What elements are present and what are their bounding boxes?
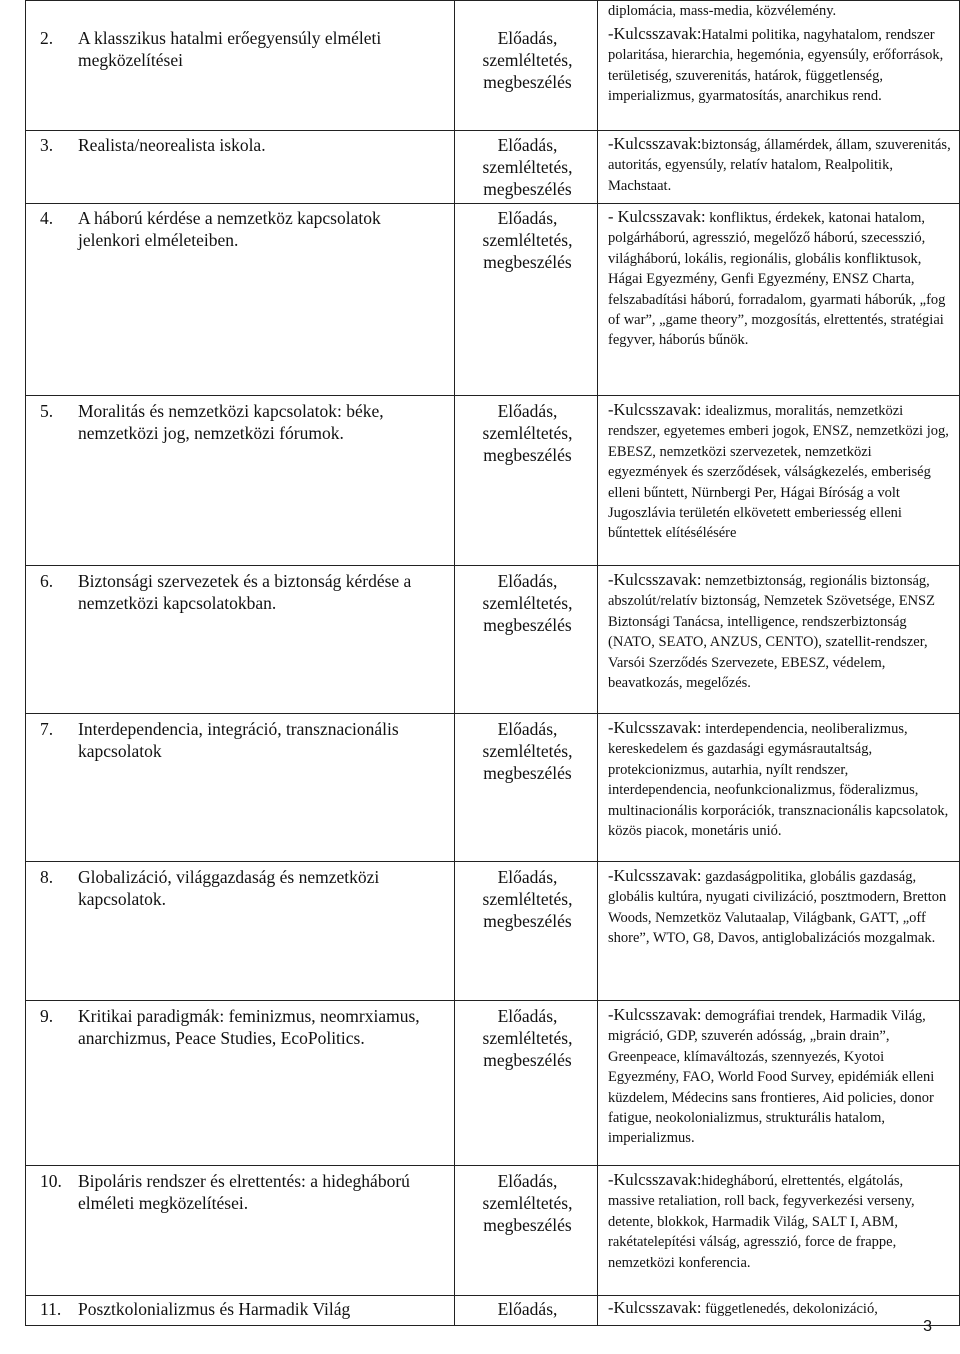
method-cell bbox=[455, 862, 598, 1001]
topic-title: Moralitás és nemzetközi kapcsolatok: béke, nemzetközi jog, nemzetközi fórumok. bbox=[78, 401, 384, 443]
method-line: megbeszélés bbox=[483, 252, 572, 272]
method-cell bbox=[455, 1001, 598, 1166]
keywords-label: -Kulcsszavak: bbox=[608, 1005, 702, 1024]
method-line: szemléltetés, bbox=[482, 1028, 573, 1048]
topic-cell bbox=[26, 566, 455, 714]
table-row bbox=[26, 1166, 960, 1296]
keywords-text: függetlenedés, dekolonizáció, bbox=[701, 1301, 878, 1317]
topic-number: 10. bbox=[40, 1171, 62, 1191]
topic-cell bbox=[26, 1, 455, 131]
topic-number: 3. bbox=[40, 135, 54, 155]
method-line: Előadás, bbox=[497, 135, 558, 155]
keywords-cell bbox=[598, 1296, 960, 1326]
continuation-text: diplomácia, mass-media, közvélemény. bbox=[608, 3, 837, 19]
method-line: szemléltetés, bbox=[482, 741, 573, 761]
method-line: megbeszélés bbox=[483, 179, 572, 199]
table-row bbox=[26, 566, 960, 714]
keywords-label: -Kulcsszavak: bbox=[608, 718, 702, 737]
topic-number: 5. bbox=[40, 401, 54, 421]
topic-cell bbox=[26, 1296, 455, 1326]
keywords-label: -Kulcsszavak: bbox=[608, 570, 702, 589]
table-row bbox=[26, 1001, 960, 1166]
topic-title: Posztkolonializmus és Harmadik Világ bbox=[78, 1299, 351, 1319]
topic-title: Globalizáció, világgazdaság és nemzetközi kapcsolatok. bbox=[78, 867, 380, 909]
method-cell bbox=[455, 204, 598, 396]
method-line: Előadás, bbox=[497, 401, 558, 421]
keywords-text: konfliktus, érdekek, katonai hatalom, polgárháború, agresszió, megelőző háború, szecesszió, világháború, lokális, regionális, globális konfliktusok, Hágai Egyezmény, Genfi Egyezmény, ENSZ Charta, felszabadítási háború, forradalom, gyarmati háborúk, „fog of war”, „game theory”, mozgosítás, elrettentés, stratégiai fegyver, háborús bűnök. bbox=[608, 210, 946, 349]
topic-number: 6. bbox=[40, 571, 54, 591]
method-line: Előadás, bbox=[497, 1171, 558, 1191]
method-line: szemléltetés, bbox=[482, 889, 573, 909]
topic-cell bbox=[26, 1166, 455, 1296]
topic-title: Kritikai paradigmák: feminizmus, neomrxiamus, anarchizmus, Peace Studies, EcoPolitics. bbox=[78, 1006, 420, 1048]
method-line: megbeszélés bbox=[483, 1050, 572, 1070]
topic-number: 11. bbox=[40, 1299, 62, 1319]
method-line: megbeszélés bbox=[483, 763, 572, 783]
method-line: megbeszélés bbox=[483, 911, 572, 931]
method-line: Előadás, bbox=[497, 867, 558, 887]
topic-cell bbox=[26, 1001, 455, 1166]
method-line: megbeszélés bbox=[483, 615, 572, 635]
keywords-cell bbox=[598, 1001, 960, 1166]
method-cell bbox=[455, 714, 598, 862]
topic-number: 4. bbox=[40, 208, 54, 228]
method-line: megbeszélés bbox=[483, 445, 572, 465]
keywords-cell bbox=[598, 566, 960, 714]
keywords-cell bbox=[598, 204, 960, 396]
keywords-text: demográfiai trendek, Harmadik Világ, migráció, GDP, szuverén adósság, „brain drain”, Greenpeace, klímaváltozás, szennyezés, Kyotoi Egyezmény, FAO, World Food Survey, epidémiák elleni küzdelem, Médecins sans frontieres, Aid policies, donor fatigue, neokolonializmus, strukturális hatalom, imperializmus. bbox=[608, 1008, 935, 1147]
keywords-cell bbox=[598, 714, 960, 862]
table-row bbox=[26, 1296, 960, 1326]
keywords-text: biztonság, államérdek, állam, szuverenitás, autoritás, egyensúly, relatív hatalom, Realpolitik, Machstaat. bbox=[608, 137, 951, 194]
method-line: szemléltetés, bbox=[482, 423, 573, 443]
keywords-label: -Kulcsszavak: bbox=[608, 1298, 702, 1317]
method-line: Előadás, bbox=[497, 1299, 558, 1319]
method-line: Előadás, bbox=[497, 719, 558, 739]
method-cell bbox=[455, 566, 598, 714]
topic-title: A háború kérdése a nemzetköz kapcsolatok jelenkori elméleteiben. bbox=[78, 208, 381, 250]
topic-cell bbox=[26, 714, 455, 862]
method-line: szemléltetés, bbox=[482, 1193, 573, 1213]
syllabus-table bbox=[25, 0, 960, 1326]
keywords-text: interdependencia, neoliberalizmus, kereskedelem és gazdasági egymásrautaltság, protekcionizmus, autarhia, nyílt rendszer, interdependencia, neofunkcionalizmus, föderalizmus, multinacionális korporációk, transznacionális kapcsolatok, közös piacok, monetáris unió. bbox=[608, 721, 949, 840]
topic-title: Biztonsági szervezetek és a biztonság kérdése a nemzetközi kapcsolatokban. bbox=[78, 571, 412, 613]
table-row bbox=[26, 862, 960, 1001]
method-line: Előadás, bbox=[497, 208, 558, 228]
keywords-text: idealizmus, moralitás, nemzetközi rendszer, egyetemes emberi jogok, ENSZ, nemzetközi jog, EBESZ, nemzetközi szervezetek, nemzetközi egyezmények és szerződések, válságkezelés, emberiség elleni bűntett, Nürnbergi Per, Hágai Bíróság a volt Jugoszlávia területén elkövetett emberiesség elleni bűntettek elítésélésére bbox=[608, 403, 949, 542]
keywords-text: hidegháború, elrettentés, elgátolás, massive retaliation, roll back, fegyverkezési verseny, detente, blokkok, Harmadik Világ, SALT I, ABM, rakétatelepítési válság, agresszió, force de frappe, nemzetközi konferencia. bbox=[608, 1173, 915, 1271]
table-row bbox=[26, 396, 960, 566]
topic-title: A klasszikus hatalmi erőegyensúly elméleti megközelítései bbox=[78, 28, 382, 70]
keywords-cell bbox=[598, 1, 960, 131]
topic-number: 7. bbox=[40, 719, 54, 739]
topic-cell bbox=[26, 204, 455, 396]
keywords-text: gazdaságpolitika, globális gazdaság, globális kultúra, nyugati civilizáció, posztmodern, Bretton Woods, Nemzetköz Valutaalap, Világbank, GATT, „off shore”, WTO, G8, Davos, antiglobalizációs mozgalmak. bbox=[608, 869, 947, 947]
keywords-cell bbox=[598, 1166, 960, 1296]
topic-cell bbox=[26, 131, 455, 204]
keywords-cell bbox=[598, 396, 960, 566]
topic-cell bbox=[26, 396, 455, 566]
topic-number: 2. bbox=[40, 28, 54, 48]
keywords-label: -Kulcsszavak: bbox=[608, 400, 702, 419]
method-line: szemléltetés, bbox=[482, 157, 573, 177]
method-cell bbox=[455, 1166, 598, 1296]
keywords-cell bbox=[598, 862, 960, 1001]
method-line: szemléltetés, bbox=[482, 50, 573, 70]
topic-title: Bipoláris rendszer és elrettentés: a hidegháború elméleti megközelítései. bbox=[78, 1171, 410, 1213]
keywords-label: -Kulcsszavak: bbox=[608, 24, 702, 43]
method-line: szemléltetés, bbox=[482, 593, 573, 613]
method-cell bbox=[455, 396, 598, 566]
keywords-label: - Kulcsszavak: bbox=[608, 207, 706, 226]
method-line: Előadás, bbox=[497, 1006, 558, 1026]
method-line: szemléltetés, bbox=[482, 230, 573, 250]
table-row bbox=[26, 204, 960, 396]
topic-number: 9. bbox=[40, 1006, 54, 1026]
topic-cell bbox=[26, 862, 455, 1001]
keywords-label: -Kulcsszavak: bbox=[608, 1170, 702, 1189]
topic-number: 8. bbox=[40, 867, 54, 887]
table-row bbox=[26, 1, 960, 131]
method-cell bbox=[455, 1296, 598, 1326]
topic-title: Interdependencia, integráció, transznacionális kapcsolatok bbox=[78, 719, 399, 761]
page-number: 3 bbox=[923, 1318, 932, 1335]
method-line: Előadás, bbox=[497, 571, 558, 591]
keywords-label: -Kulcsszavak: bbox=[608, 134, 702, 153]
method-line: megbeszélés bbox=[483, 72, 572, 92]
keywords-text: Hatalmi politika, nagyhatalom, rendszer polaritása, hierarchia, hegemónia, egyensúly, erőforrások, területiség, szuverenitás, határok, függetlenség, imperializmus, gyarmatosítás, anarchikus rend. bbox=[608, 27, 944, 105]
method-line: megbeszélés bbox=[483, 1215, 572, 1235]
keywords-label: -Kulcsszavak: bbox=[608, 866, 702, 885]
method-cell bbox=[455, 1, 598, 131]
table-row bbox=[26, 714, 960, 862]
table-row bbox=[26, 131, 960, 204]
keywords-cell bbox=[598, 131, 960, 204]
method-line: Előadás, bbox=[497, 28, 558, 48]
keywords-text: nemzetbiztonság, regionális biztonság, abszolút/relatív biztonság, Nemzetek Szövetsége, ENSZ Biztonsági Tanácsa, intelligence, rendszerbiztonság (NATO, SEATO, ANZUS, CENTO), szatellit-rendszer, Varsói Szerződés Szervezete, EBESZ, védelem, beavatkozás, megelőzés. bbox=[608, 573, 935, 692]
method-cell bbox=[455, 131, 598, 204]
topic-title: Realista/neorealista iskola. bbox=[78, 135, 266, 155]
